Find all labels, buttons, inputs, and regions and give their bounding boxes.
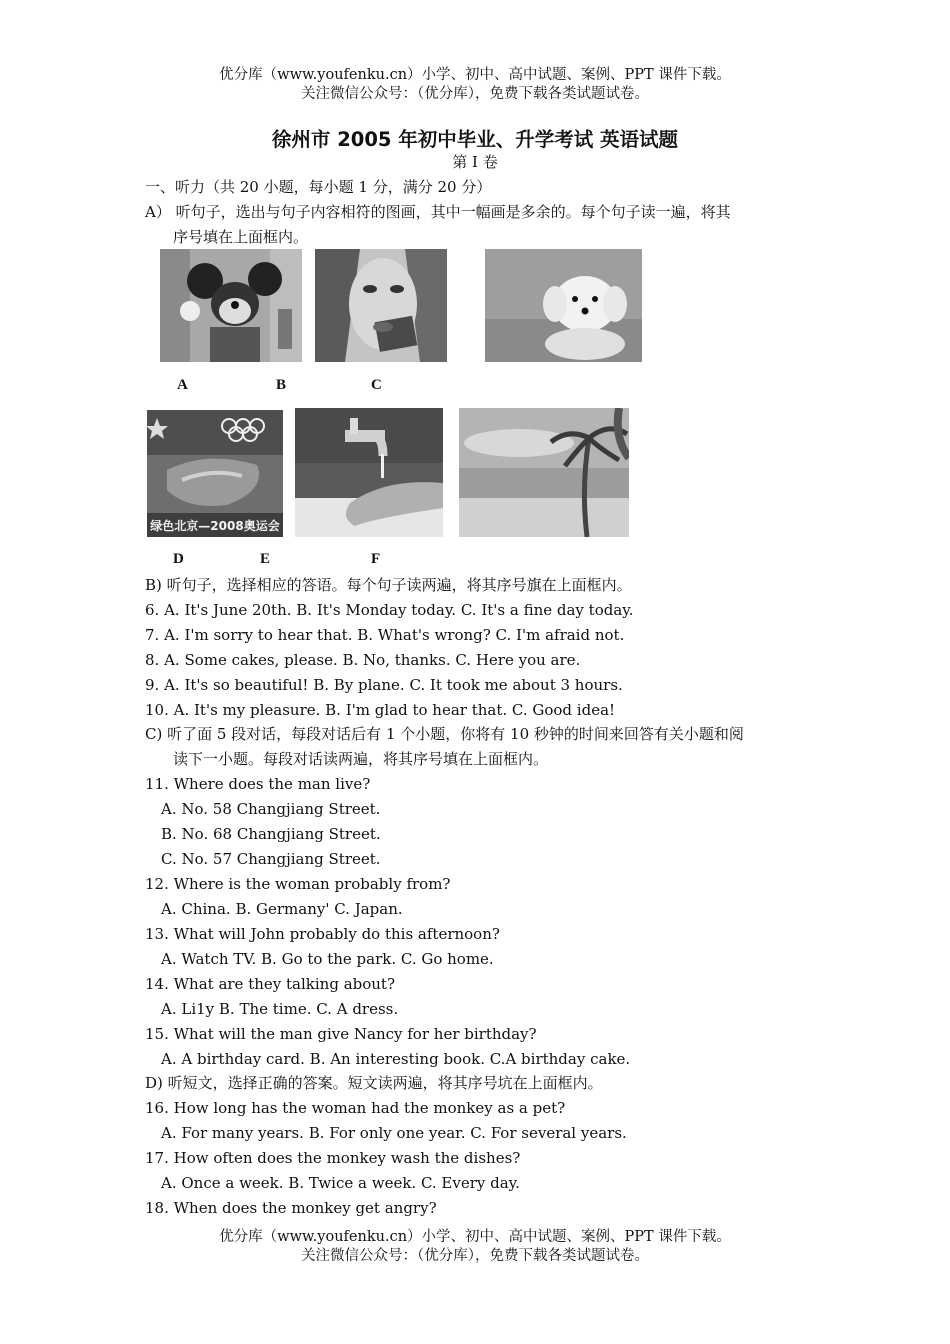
white-dog-photo-icon	[485, 249, 642, 362]
exam-volume: 第 Ⅰ 卷	[452, 153, 498, 171]
header-line-2: 关注微信公众号：（优分库），免费下载各类试题试卷。	[301, 86, 649, 102]
question-15: 15. What will the man give Nancy for her birthday?	[145, 1025, 537, 1043]
question-13: 13. What will John probably do this afternoon?	[145, 925, 500, 943]
question-18: 18. When does the monkey get angry?	[145, 1199, 437, 1217]
beach-palm-tree-photo-icon	[459, 408, 629, 537]
picture-e	[295, 408, 443, 537]
picture-label-c: C	[371, 377, 382, 393]
part-d-instruction: D) 听短文，选择正确的答案。短文读两遍，将其序号坑在上面框内。	[145, 1074, 603, 1092]
section-heading-listening: 一、听力（共 20 小题，每小题 1 分，满分 20 分）	[145, 178, 492, 196]
picture-b	[315, 249, 447, 362]
question-11-option-c: C. No. 57 Changjiang Street.	[161, 850, 381, 868]
part-c-instruction-1: C) 听了面 5 段对话，每段对话后有 1 个小题，你将有 10 秒钟的时间来回答有关小题和阅	[145, 725, 744, 743]
poster-caption: 绿色北京—2008奥运会	[150, 519, 280, 533]
footer-line-1: 优分库（www.youfenku.cn）小学、初中、高中试题、案例、PPT 课件下载。	[219, 1229, 731, 1245]
question-11-option-a: A. No. 58 Changjiang Street.	[161, 800, 381, 818]
question-14-options: A. Li1y B. The time. C. A dress.	[161, 1000, 399, 1018]
question-14: 14. What are they talking about?	[145, 975, 395, 993]
question-11: 11. Where does the man live?	[145, 775, 371, 793]
picture-f	[459, 408, 629, 537]
green-beijing-olympics-poster-icon	[147, 410, 283, 537]
picture-label-a: A	[177, 377, 188, 393]
exam-title: 徐州市 2005 年初中毕业、升学考试 英语试题	[271, 128, 679, 151]
question-17-options: A. Once a week. B. Twice a week. C. Every day.	[161, 1174, 520, 1192]
part-c-instruction-2: 读下一小题。每段对话读两遍，将其序号填在上面框内。	[173, 750, 549, 768]
question-12: 12. Where is the woman probably from?	[145, 875, 451, 893]
question-17: 17. How often does the monkey wash the dishes?	[145, 1149, 521, 1167]
picture-label-d: D	[173, 551, 184, 567]
question-11-option-b: B. No. 68 Changjiang Street.	[161, 825, 381, 843]
picture-label-e: E	[260, 551, 271, 567]
question-16-options: A. For many years. B. For only one year. C. For several years.	[161, 1124, 627, 1142]
picture-label-b: B	[276, 377, 287, 393]
part-b-instruction: B) 听句子，选择相应的答语。每个句子读两遍，将其序号旗在上面框内。	[145, 576, 632, 594]
running-tap-hand-photo-icon	[295, 408, 443, 537]
question-6: 6. A. It's June 20th. B. It's Monday today. C. It's a fine day today.	[145, 601, 634, 619]
part-a-instruction-2: 序号填在上面框内。	[173, 228, 309, 246]
picture-d	[147, 410, 283, 537]
question-9: 9. A. It's so beautiful! B. By plane. C. It took me about 3 hours.	[145, 676, 623, 694]
question-10: 10. A. It's my pleasure. B. I'm glad to hear that. C. Good idea!	[145, 701, 616, 719]
question-15-options: A. A birthday card. B. An interesting book. C.A birthday cake.	[161, 1050, 631, 1068]
page-footer	[0, 1228, 950, 1266]
cartoon-mouse-photo-icon	[160, 249, 302, 362]
question-12-options: A. China. B. Germany' C. Japan.	[161, 900, 403, 918]
footer-line-2: 关注微信公众号：（优分库），免费下载各类试题试卷。	[301, 1248, 649, 1264]
picture-a	[160, 249, 302, 362]
page-header	[0, 66, 950, 104]
question-7: 7. A. I'm sorry to hear that. B. What's wrong? C. I'm afraid not.	[145, 626, 625, 644]
header-line-1: 优分库（www.youfenku.cn）小学、初中、高中试题、案例、PPT 课件下载。	[219, 67, 731, 83]
picture-label-f: F	[371, 551, 381, 567]
question-13-options: A. Watch TV. B. Go to the park. C. Go home.	[161, 950, 494, 968]
part-a-instruction-1: A） 听句子，选出与句子内容相符的图画，其中一幅画是多余的。每个句子读一遍，将其	[145, 203, 731, 221]
question-16: 16. How long has the woman had the monkey as a pet?	[145, 1099, 566, 1117]
question-8: 8. A. Some cakes, please. B. No, thanks. C. Here you are.	[145, 651, 581, 669]
woman-eating-chocolate-photo-icon	[315, 249, 447, 362]
picture-c	[485, 249, 642, 362]
